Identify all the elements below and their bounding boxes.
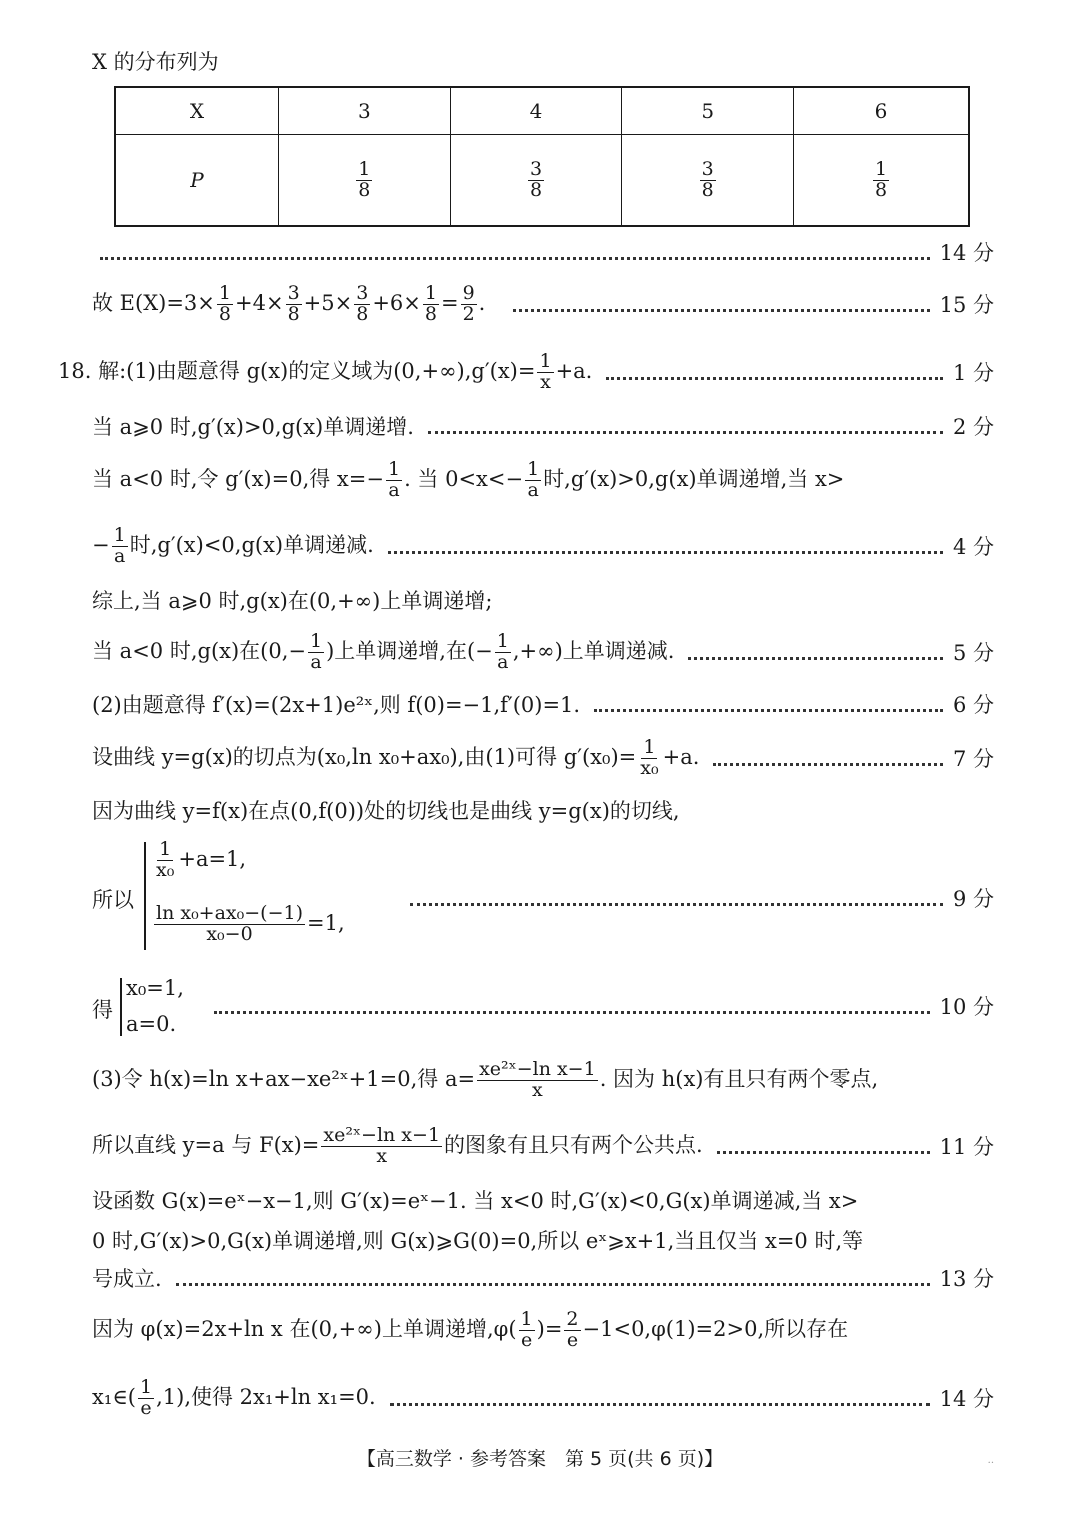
- table-cell: $\frac{1}{8}$: [279, 135, 451, 227]
- table-header-cell: 5: [622, 87, 794, 135]
- q18-line-6: 当 a<0 时,g(x)在(0,− $\frac{1}{a}$ )上单调递增,在(− $\frac{1}{a}$ ,+∞)上单调递减. 5 分: [92, 629, 994, 673]
- system-label: 所以: [92, 888, 134, 912]
- table-header-cell: 6: [794, 87, 969, 135]
- q18-line-9: 因为曲线 y=f(x)在点(0,f(0))处的切线也是曲线 y=g(x)的切线,: [92, 799, 680, 823]
- page-footer: 【高三数学 · 参考答案 第 5 页(共 6 页)】: [356, 1448, 724, 1470]
- q18-line-8: 设曲线 y=g(x)的切点为(x₀,ln x₀+ax₀),由(1)可得 g′(x₀)= $\frac{1}{\text{x₀}}$ +a. 7 分: [92, 735, 994, 779]
- table-header-cell: 4: [450, 87, 622, 135]
- q18-line-16: 号成立. 13 分: [92, 1267, 994, 1291]
- result-label: 得: [92, 998, 113, 1022]
- intro-text: X 的分布列为: [92, 50, 219, 74]
- expectation-line: 故 E(X)=3× $\frac{1}{8}$ +4× $\frac{3}{8}$ +5× $\frac{3}{8}$ +6× $\frac{1}{8}$ = $\frac{9}{2}$ . 15 分: [92, 281, 994, 325]
- q18-line-1: 18. 解:(1)由题意得 g(x)的定义域为(0,+∞),g′(x)= $\frac{1}{x}$ +a. 1 分: [58, 349, 994, 393]
- score-line: 10 分: [214, 986, 994, 1026]
- corner-mark: ··: [987, 1458, 994, 1469]
- q18-line-13: 所以直线 y=a 与 F(x)= $\frac{\text{xe²ˣ−ln x−1}}{x}$ 的图象有且只有两个公共点. 11 分: [92, 1123, 994, 1167]
- brace: [144, 842, 146, 950]
- q18-line-4: − $\frac{1}{a}$ 时,g′(x)<0,g(x)单调递减. 4 分: [92, 523, 994, 567]
- q18-line-15: 0 时,G′(x)>0,G(x)单调递增,则 G(x)⩾G(0)=0,所以 eˣ⩾x+1,当且仅当 x=0 时,等: [92, 1229, 864, 1253]
- table-header-cell: X: [115, 87, 279, 135]
- q18-line-3: 当 a<0 时,令 g′(x)=0,得 x=− $\frac{1}{a}$ . 当 0<x<− $\frac{1}{a}$ 时,g′(x)>0,g(x)单调递增,当 x>: [92, 457, 845, 501]
- score-line: 14 分: [100, 232, 994, 272]
- q18-line-5: 综上,当 a⩾0 时,g(x)在(0,+∞)上单调递增;: [92, 589, 493, 613]
- table-cell: $\frac{1}{8}$: [794, 135, 969, 227]
- table-row-label: P: [115, 135, 279, 227]
- q18-line-2: 当 a⩾0 时,g′(x)>0,g(x)单调递增. 2 分: [92, 415, 994, 439]
- result-row-1: x₀=1,: [126, 976, 184, 1000]
- table-row: [115, 135, 969, 227]
- result-row-2: a=0.: [126, 1012, 177, 1036]
- table-row: [115, 87, 969, 135]
- q18-line-14: 设函数 G(x)=eˣ−x−1,则 G′(x)=eˣ−1. 当 x<0 时,G′(x)<0,G(x)单调递减,当 x>: [92, 1189, 859, 1213]
- table-cell: $\frac{3}{8}$: [450, 135, 622, 227]
- q18-line-18: x₁∈( $\frac{1}{e}$ ,1),使得 2x₁+ln x₁=0. 14 分: [92, 1375, 994, 1419]
- system-row-2: $\frac{\text{ln x₀+ax₀−(−1)}}{\text{x₀−0}}$ =1,: [156, 902, 345, 945]
- score-line: 9 分: [410, 878, 994, 918]
- brace: [120, 978, 122, 1036]
- q18-line-17: 因为 φ(x)=2x+ln x 在(0,+∞)上单调递增,φ( $\frac{1}{e}$ )= $\frac{2}{e}$ −1<0,φ(1)=2>0,所以存在: [92, 1307, 849, 1351]
- distribution-table: [114, 86, 970, 227]
- system-row-1: $\frac{1}{\text{x₀}}$ +a=1,: [156, 838, 247, 881]
- table-cell: $\frac{3}{8}$: [622, 135, 794, 227]
- table-header-cell: 3: [279, 87, 451, 135]
- q18-line-12: (3)令 h(x)=ln x+ax−xe²ˣ+1=0,得 a= $\frac{\text{xe²ˣ−ln x−1}}{x}$ . 因为 h(x)有且只有两个零点,: [92, 1057, 879, 1101]
- q18-line-7: (2)由题意得 f′(x)=(2x+1)e²ˣ,则 f(0)=−1,f′(0)=1. 6 分: [92, 693, 994, 717]
